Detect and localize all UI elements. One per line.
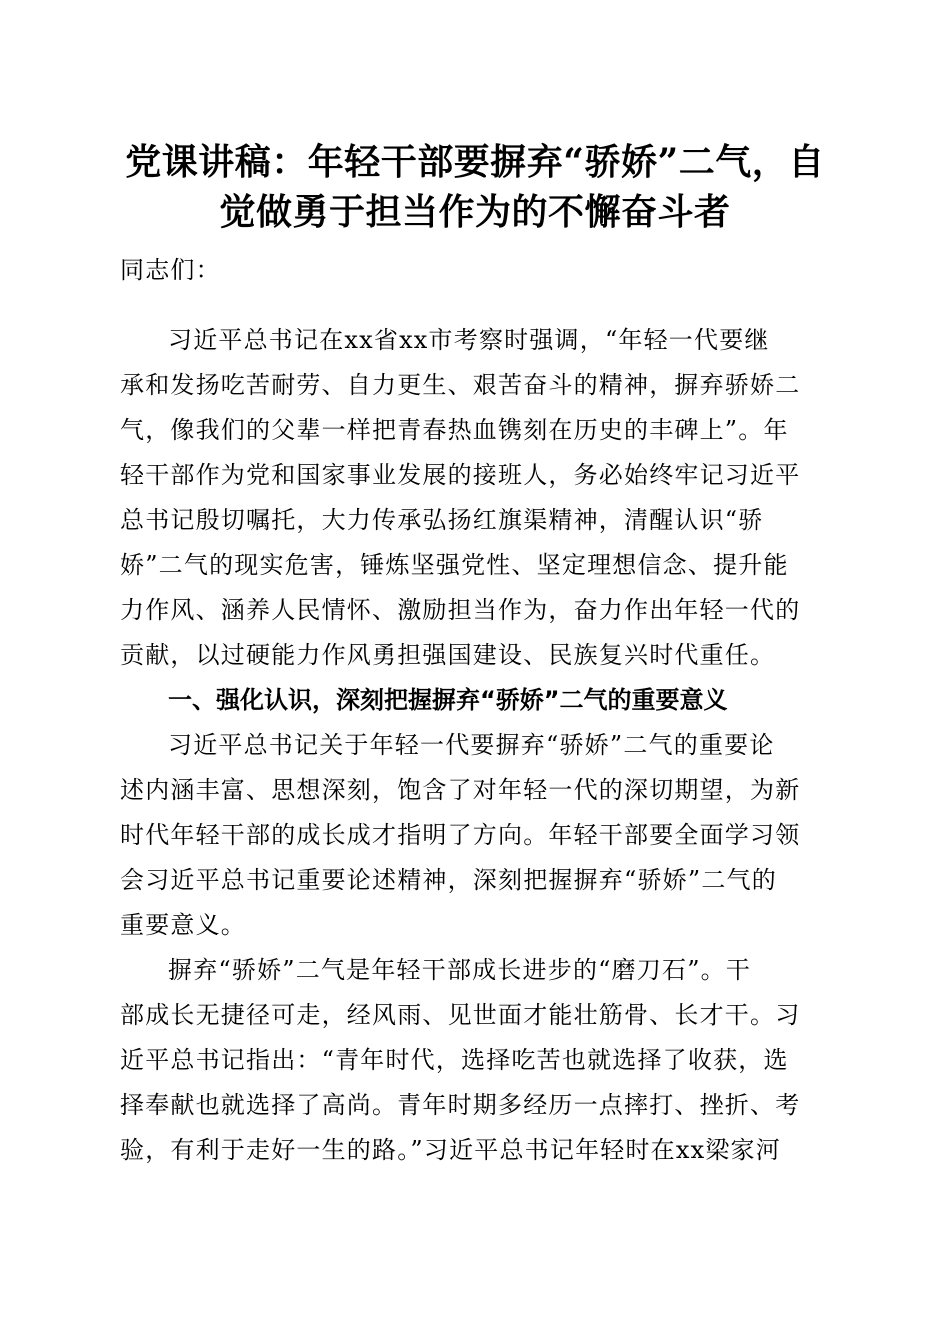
paragraph-1-line-2: 承和发扬吃苦耐劳、自力更生、艰苦奋斗的精神，摒弃骄娇二 <box>120 371 801 399</box>
paragraph-1-line-8: 贡献，以过硬能力作风勇担强国建设、民族复兴时代重任。 <box>120 641 776 669</box>
paragraph-1-line-6: 娇”二气的现实危害，锤炼坚强党性、坚定理想信念、提升能 <box>120 551 789 579</box>
paragraph-3-line-4: 择奉献也就选择了高尚。青年时期多经历一点摔打、挫折、考 <box>120 1091 801 1119</box>
paragraph-2-line-1: 习近平总书记关于年轻一代要摒弃“骄娇”二气的重要论 <box>168 731 775 759</box>
paragraph-2-line-2: 述内涵丰富、思想深刻，饱含了对年轻一代的深切期望，为新 <box>120 776 801 804</box>
document-title-line-1: 党课讲稿：年轻干部要摒弃“骄娇”二气，自 <box>125 141 825 183</box>
paragraph-3-line-3: 近平总书记指出：“青年时代，选择吃苦也就选择了收获，选 <box>120 1046 789 1074</box>
paragraph-3-line-1: 摒弃“骄娇”二气是年轻干部成长进步的“磨刀石”。干 <box>168 956 752 984</box>
salutation: 同志们： <box>120 256 221 284</box>
paragraph-3-line-2: 部成长无捷径可走，经风雨、见世面才能壮筋骨、长才干。习 <box>120 1001 801 1029</box>
paragraph-3-line-5: 验，有利于走好一生的路。”习近平总书记年轻时在xx梁家河 <box>120 1136 781 1164</box>
paragraph-2-line-4: 会习近平总书记重要论述精神，深刻把握摒弃“骄娇”二气的 <box>120 866 777 894</box>
paragraph-1-line-4: 轻干部作为党和国家事业发展的接班人，务必始终牢记习近平 <box>120 461 801 489</box>
paragraph-1-line-1: 习近平总书记在xx省xx市考察时强调，“年轻一代要继 <box>168 326 770 354</box>
paragraph-2-line-5: 重要意义。 <box>120 911 246 939</box>
paragraph-1-line-5: 总书记殷切嘱托，大力传承弘扬红旗渠精神，清醒认识“骄 <box>120 506 764 534</box>
document-title-line-2: 觉做勇于担当作为的不懈奋斗者 <box>219 191 731 233</box>
paragraph-2-line-3: 时代年轻干部的成长成才指明了方向。年轻干部要全面学习领 <box>120 821 801 849</box>
paragraph-1-line-7: 力作风、涵养人民情怀、激励担当作为，奋力作出年轻一代的 <box>120 596 801 624</box>
paragraph-1-line-3: 气，像我们的父辈一样把青春热血镌刻在历史的丰碑上”。年 <box>120 416 789 444</box>
section-heading-1: 一、强化认识，深刻把握摒弃“骄娇”二气的重要意义 <box>168 686 728 714</box>
